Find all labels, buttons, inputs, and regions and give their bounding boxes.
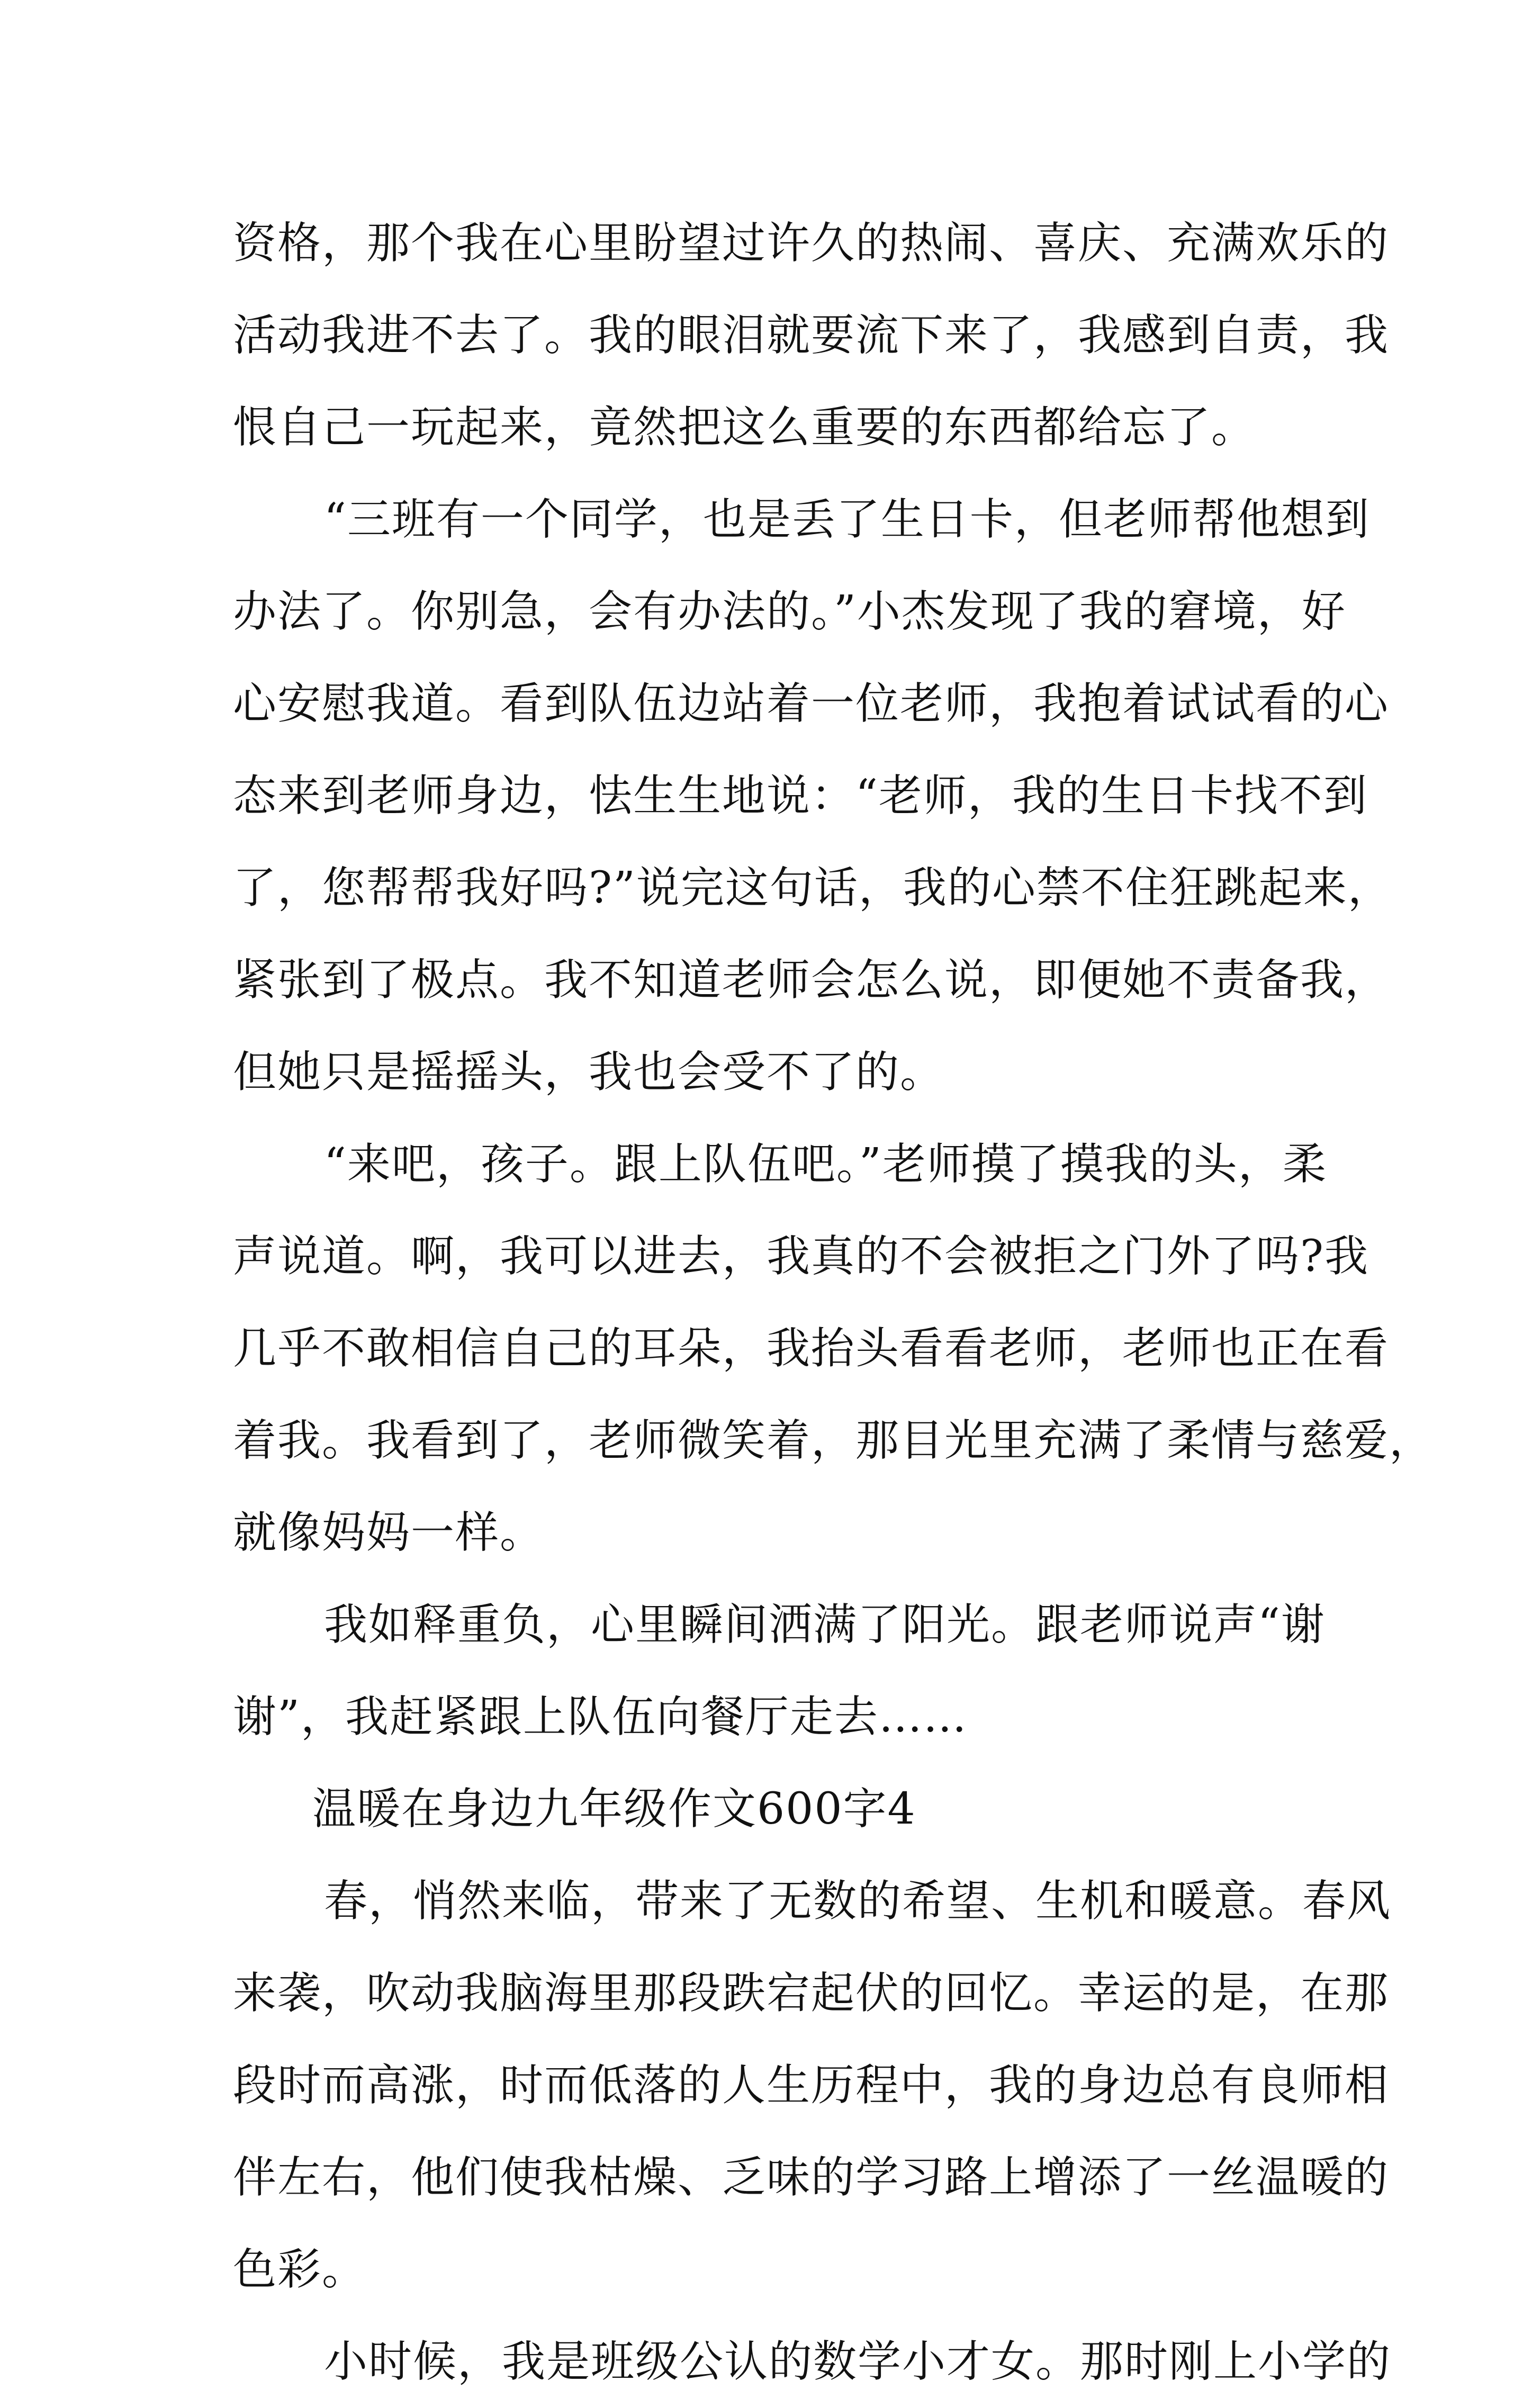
text-line: 段时而高涨，时而低落的人生历程中，我的身边总有良师相 [233, 2060, 1390, 2111]
paragraph-start-line: “来吧，孩子。跟上队伍吧。”老师摸了摸我的头，柔 [324, 1139, 1327, 1189]
text-line: 就像妈妈一样。 [233, 1508, 545, 1558]
text-line: 着我。我看到了，老师微笑着，那目光里充满了柔情与慈爱， [233, 1415, 1434, 1466]
text-line: 声说道。啊，我可以进去，我真的不会被拒之门外了吗?我 [233, 1231, 1369, 1282]
paragraph-start-line: “三班有一个同学，也是丢了生日卡，但老师帮他想到 [324, 494, 1370, 545]
text-line: 谢”，我赶紧跟上队伍向餐厅走去…… [233, 1692, 968, 1742]
section-heading: 温暖在身边九年级作文600字4 [312, 1784, 916, 1834]
text-line: 活动我进不去了。我的眼泪就要流下来了，我感到自责，我 [233, 310, 1390, 360]
text-line: 紧张到了极点。我不知道老师会怎么说，即便她不责备我， [233, 955, 1390, 1005]
text-line: 色彩。 [233, 2244, 367, 2295]
text-line: 办法了。你别急，会有办法的。”小杰发现了我的窘境，好 [233, 587, 1346, 637]
text-line: 来袭，吹动我脑海里那段跌宕起伏的回忆。幸运的是，在那 [233, 1968, 1390, 2018]
text-line: 态来到老师身边，怯生生地说：“老师，我的生日卡找不到 [233, 771, 1368, 821]
document-body [233, 197, 1434, 2408]
text-line: 资格，那个我在心里盼望过许久的热闹、喜庆、充满欢乐的 [233, 218, 1390, 268]
text-line: 几乎不敢相信自己的耳朵，我抬头看看老师，老师也正在看 [233, 1323, 1390, 1374]
text-line: 恨自己一玩起来，竟然把这么重要的东西都给忘了。 [233, 402, 1256, 453]
text-line: 心安慰我道。看到队伍边站着一位老师，我抱着试试看的心 [233, 679, 1390, 729]
text-line: 伴左右，他们使我枯燥、乏味的学习路上增添了一丝温暖的 [233, 2152, 1390, 2203]
text-line: 了，您帮帮我好吗?”说完这句话，我的心禁不住狂跳起来， [233, 863, 1392, 913]
paragraph-start-line: 我如释重负，心里瞬间洒满了阳光。跟老师说声“谢 [324, 1600, 1326, 1650]
paragraph-start-line: 小时候，我是班级公认的数学小才女。那时刚上小学的 [324, 2337, 1392, 2387]
text-line: 但她只是摇摇头，我也会受不了的。 [233, 1047, 945, 1097]
paragraph-start-line: 春，悄然来临，带来了无数的希望、生机和暖意。春风 [324, 1876, 1392, 1926]
